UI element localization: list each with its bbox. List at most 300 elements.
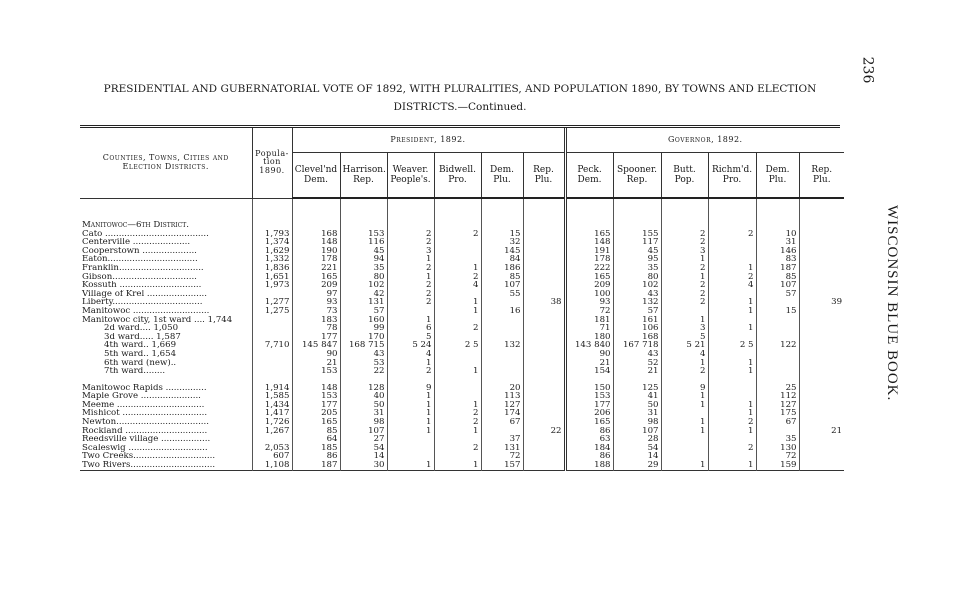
header-governor: Governor, 1892. — [565, 128, 844, 153]
row-name: Gibson............................... — [82, 272, 197, 282]
president-value — [523, 392, 565, 401]
governor-value: 1 — [661, 461, 708, 470]
spacer-cell — [523, 376, 565, 384]
president-value: 174 — [481, 409, 523, 418]
president-value — [387, 444, 434, 453]
ward-weaver: 1 — [387, 359, 434, 368]
header-president-col-3: Bidwell. Pro. — [434, 153, 481, 199]
row-name: Two Creeks.............................. — [82, 452, 216, 462]
governor-value: 14 — [613, 452, 661, 461]
president-value: 9 — [387, 384, 434, 393]
ward-rep-plu — [523, 333, 565, 342]
president-value: 221 — [292, 264, 340, 273]
governor-value: 1 — [661, 273, 708, 282]
president-value: 64 — [292, 435, 340, 444]
president-value: 1 — [434, 307, 481, 316]
ward-weaver: 1 — [387, 316, 434, 325]
governor-value: 153 — [565, 392, 613, 401]
governor-value: 1 — [708, 409, 756, 418]
governor-value: 130 — [756, 444, 799, 453]
governor-value: 146 — [756, 247, 799, 256]
governor-value: 102 — [613, 281, 661, 290]
row-population: 1,836 — [252, 264, 292, 273]
governor-value: 45 — [613, 247, 661, 256]
row-population: 1,374 — [252, 238, 292, 247]
governor-value: 1 — [708, 401, 756, 410]
ward-richmond: 1 — [708, 359, 756, 368]
governor-value — [708, 384, 756, 393]
ward-gov-rep-plu — [799, 316, 844, 325]
ward-label: 4th ward.. 1,669 — [104, 341, 177, 350]
empty-cell — [387, 221, 434, 230]
running-header: WISCONSIN BLUE BOOK. — [884, 205, 900, 402]
president-value: 2 — [387, 298, 434, 307]
empty-cell — [661, 221, 708, 230]
ward-butt: 2 — [661, 367, 708, 376]
governor-value — [799, 444, 844, 453]
president-value: 38 — [523, 298, 565, 307]
governor-value — [799, 255, 844, 264]
governor-value: 2 — [708, 418, 756, 427]
row-name: Meeme ................................ — [82, 400, 205, 410]
header-governor-col-5: Rep. Plu. — [799, 153, 844, 199]
ward-gov-rep-plu — [799, 350, 844, 359]
ward-rep-plu — [523, 324, 565, 333]
spacer-cell — [708, 376, 756, 384]
ward-spooner: 52 — [613, 359, 661, 368]
governor-value: 63 — [565, 435, 613, 444]
president-value — [481, 427, 523, 436]
table-row — [80, 290, 844, 299]
president-value — [523, 247, 565, 256]
spacer-cell — [756, 198, 799, 221]
president-value: 16 — [481, 307, 523, 316]
governor-value — [799, 461, 844, 470]
president-value: 116 — [340, 238, 387, 247]
president-value: 2 — [387, 238, 434, 247]
header-name: Counties, Towns, Cities and Election Districts. — [80, 128, 252, 198]
president-value: 1 — [387, 427, 434, 436]
president-value: 145 — [481, 247, 523, 256]
ward-label: 6th ward (new).. — [104, 358, 177, 368]
governor-value: 112 — [756, 392, 799, 401]
table-row — [80, 307, 844, 316]
table-row — [80, 444, 844, 453]
governor-value: 1 — [708, 307, 756, 316]
empty-cell — [613, 221, 661, 230]
governor-value: 2 — [708, 444, 756, 453]
president-value: 205 — [292, 409, 340, 418]
row-population: 1,585 — [252, 392, 292, 401]
city-population-total — [252, 359, 292, 368]
governor-value: 41 — [613, 392, 661, 401]
ward-peck: 71 — [565, 324, 613, 333]
ward-bidwell — [434, 316, 481, 325]
row-population: 1,629 — [252, 247, 292, 256]
president-value: 2 — [387, 290, 434, 299]
row-population: 1,651 — [252, 273, 292, 282]
president-value — [523, 401, 565, 410]
header-governor-col-2: Butt. Pop. — [661, 153, 708, 199]
governor-value: 10 — [756, 230, 799, 239]
governor-value: 2 — [661, 290, 708, 299]
governor-value — [799, 238, 844, 247]
title-line-2: DISTRICTS.—Continued. — [393, 101, 527, 113]
governor-value — [756, 427, 799, 436]
president-value: 15 — [481, 230, 523, 239]
table-row — [80, 392, 844, 401]
president-value: 165 — [292, 273, 340, 282]
governor-value — [661, 452, 708, 461]
table-row — [80, 255, 844, 264]
president-value: 153 — [340, 230, 387, 239]
row-name: Franklin............................... — [82, 263, 204, 273]
ward-label: 5th ward.. 1,654 — [104, 349, 177, 359]
ward-peck: 143 840 — [565, 341, 613, 350]
ward-row — [80, 341, 844, 350]
row-name: Liberty................................. — [82, 298, 203, 307]
spacer-cell — [661, 376, 708, 384]
spacer-cell — [661, 198, 708, 221]
president-value — [434, 435, 481, 444]
president-value — [523, 264, 565, 273]
empty-cell — [799, 221, 844, 230]
ward-harrison: 160 — [340, 316, 387, 325]
governor-value — [708, 392, 756, 401]
president-value: 1 — [387, 255, 434, 264]
president-value — [434, 384, 481, 393]
president-value: 107 — [481, 281, 523, 290]
president-value — [523, 238, 565, 247]
ward-peck: 181 — [565, 316, 613, 325]
governor-value: 2 — [661, 281, 708, 290]
ward-dem-plu — [481, 359, 523, 368]
ward-dem-plu — [481, 350, 523, 359]
row-name: Reedsville village .................. — [82, 435, 211, 444]
spacer-cell — [799, 376, 844, 384]
ward-rep-plu — [523, 316, 565, 325]
spacer-row — [80, 198, 844, 221]
president-value: 1 — [434, 401, 481, 410]
governor-value: 67 — [756, 418, 799, 427]
ward-rep-plu — [523, 350, 565, 359]
ward-cleveland: 153 — [292, 367, 340, 376]
governor-value: 31 — [613, 409, 661, 418]
row-population: 2,053 — [252, 444, 292, 453]
president-value: 80 — [340, 273, 387, 282]
governor-value — [799, 418, 844, 427]
ward-gov-dem-plu — [756, 316, 799, 325]
ward-row — [80, 333, 844, 342]
table-row — [80, 427, 844, 436]
spacer-cell — [292, 376, 340, 384]
ward-weaver: 2 — [387, 367, 434, 376]
ward-butt: 5 — [661, 333, 708, 342]
president-value: 209 — [292, 281, 340, 290]
table-title — [80, 80, 840, 116]
spacer-cell — [565, 376, 613, 384]
governor-value — [799, 435, 844, 444]
president-value: 113 — [481, 392, 523, 401]
governor-value: 1 — [708, 427, 756, 436]
governor-value: 107 — [613, 427, 661, 436]
empty-cell — [523, 221, 565, 230]
president-value: 2 — [434, 444, 481, 453]
governor-value: 125 — [613, 384, 661, 393]
header-president-col-0: Clevel'nd Dem. — [292, 153, 340, 199]
header-president-col-2: Weaver. People's. — [387, 153, 434, 199]
city-population-total — [252, 333, 292, 342]
governor-value: 86 — [565, 452, 613, 461]
ward-harrison: 168 715 — [340, 341, 387, 350]
district-heading: Manitowoc—6th District. — [82, 221, 189, 230]
row-name: Mishicot ............................... — [82, 409, 208, 419]
president-value: 165 — [292, 418, 340, 427]
ward-label: 2d ward.... 1,050 — [104, 324, 179, 333]
header-president-col-5: Rep. Plu. — [523, 153, 565, 199]
president-value: 37 — [481, 435, 523, 444]
governor-value: 57 — [613, 307, 661, 316]
ward-gov-rep-plu — [799, 333, 844, 342]
governor-value: 43 — [613, 290, 661, 299]
spacer-cell — [434, 198, 481, 221]
row-population: 1,417 — [252, 409, 292, 418]
president-value — [481, 298, 523, 307]
ward-richmond: 1 — [708, 324, 756, 333]
president-value — [523, 255, 565, 264]
governor-value: 150 — [565, 384, 613, 393]
president-value: 84 — [481, 255, 523, 264]
governor-value: 98 — [613, 418, 661, 427]
header-president-col-4: Dem. Plu. — [481, 153, 523, 199]
governor-value: 2 — [708, 273, 756, 282]
president-value: 3 — [387, 247, 434, 256]
president-value: 31 — [340, 409, 387, 418]
ward-label: 7th ward........ — [104, 367, 166, 376]
spacer-cell — [799, 198, 844, 221]
governor-value: 85 — [756, 273, 799, 282]
city-population-total — [252, 324, 292, 333]
governor-value: 159 — [756, 461, 799, 470]
president-value: 153 — [292, 392, 340, 401]
ward-dem-plu — [481, 324, 523, 333]
row-population: 1,332 — [252, 255, 292, 264]
ward-harrison: 53 — [340, 359, 387, 368]
ward-weaver: 5 24 — [387, 341, 434, 350]
title-line-1: PRESIDENTIAL AND GUBERNATORIAL VOTE OF 1892, WITH PLURALITIES, AND POPULATION 1890, BY TOWNS AND ELECTION — [103, 83, 817, 95]
president-value — [523, 290, 565, 299]
row-name: Eaton................................. — [82, 255, 198, 264]
ward-gov-rep-plu — [799, 324, 844, 333]
ward-harrison: 22 — [340, 367, 387, 376]
president-value — [434, 238, 481, 247]
president-value: 1 — [387, 392, 434, 401]
governor-value — [799, 409, 844, 418]
row-population: 1,914 — [252, 384, 292, 393]
city-population-total — [252, 316, 292, 325]
row-name: Two Rivers............................... — [82, 461, 216, 471]
governor-value: 107 — [756, 281, 799, 290]
ward-peck: 90 — [565, 350, 613, 359]
president-value: 1 — [434, 461, 481, 470]
president-value — [523, 435, 565, 444]
row-population: 1,973 — [252, 281, 292, 290]
governor-value: 39 — [799, 298, 844, 307]
president-value: 187 — [292, 461, 340, 470]
governor-value — [756, 298, 799, 307]
ward-bidwell: 2 — [434, 324, 481, 333]
governor-value — [799, 247, 844, 256]
spacer-cell — [292, 198, 340, 221]
governor-value — [799, 401, 844, 410]
spacer-cell — [523, 198, 565, 221]
header-governor-col-4: Dem. Plu. — [756, 153, 799, 199]
ward-cleveland: 145 847 — [292, 341, 340, 350]
president-value: 128 — [340, 384, 387, 393]
president-value: 2 — [387, 281, 434, 290]
table-row — [80, 247, 844, 256]
governor-value: 35 — [613, 264, 661, 273]
ward-spooner: 161 — [613, 316, 661, 325]
governor-value: 2 — [661, 298, 708, 307]
governor-value: 72 — [565, 307, 613, 316]
ward-rep-plu — [523, 359, 565, 368]
governor-value: 209 — [565, 281, 613, 290]
city-population-total — [252, 367, 292, 376]
governor-value — [799, 281, 844, 290]
ward-row — [80, 316, 844, 325]
ward-cleveland: 21 — [292, 359, 340, 368]
president-value: 168 — [292, 230, 340, 239]
governor-value — [708, 255, 756, 264]
ward-dem-plu — [481, 367, 523, 376]
row-name: Rockland .............................. — [82, 426, 208, 436]
empty-cell — [481, 221, 523, 230]
ward-gov-dem-plu — [756, 350, 799, 359]
row-name: Cooperstown .................... — [82, 246, 197, 256]
row-name: Scaleswig ............................. — [82, 443, 208, 453]
president-value: 45 — [340, 247, 387, 256]
governor-value: 57 — [756, 290, 799, 299]
governor-value: 1 — [661, 418, 708, 427]
ward-bidwell — [434, 350, 481, 359]
ward-weaver: 6 — [387, 324, 434, 333]
governor-value — [708, 435, 756, 444]
ward-gov-rep-plu — [799, 359, 844, 368]
header-population: Popula- tion 1890. — [252, 128, 292, 198]
ward-harrison: 99 — [340, 324, 387, 333]
president-value: 157 — [481, 461, 523, 470]
header-president-col-1: Harrison. Rep. — [340, 153, 387, 199]
governor-value: 184 — [565, 444, 613, 453]
governor-value: 1 — [661, 427, 708, 436]
table-row — [80, 384, 844, 393]
governor-value: 222 — [565, 264, 613, 273]
governor-value: 191 — [565, 247, 613, 256]
spacer-cell — [340, 198, 387, 221]
empty-cell — [434, 221, 481, 230]
president-value: 67 — [481, 418, 523, 427]
ward-gov-dem-plu: 122 — [756, 341, 799, 350]
ward-richmond — [708, 350, 756, 359]
president-value: 94 — [340, 255, 387, 264]
president-value: 131 — [481, 444, 523, 453]
governor-value: 165 — [565, 273, 613, 282]
governor-value — [799, 384, 844, 393]
bottom-rule — [80, 470, 844, 473]
president-value: 40 — [340, 392, 387, 401]
president-value: 1 — [387, 409, 434, 418]
governor-value — [708, 247, 756, 256]
president-value: 72 — [481, 452, 523, 461]
table-row — [80, 298, 844, 307]
ward-label: 3d ward..... 1,587 — [104, 332, 181, 342]
table-row — [80, 409, 844, 418]
governor-value: 165 — [565, 418, 613, 427]
governor-value: 1 — [708, 264, 756, 273]
governor-value — [799, 264, 844, 273]
president-value — [523, 281, 565, 290]
president-value: 107 — [340, 427, 387, 436]
president-value: 20 — [481, 384, 523, 393]
president-value: 30 — [340, 461, 387, 470]
president-value — [523, 444, 565, 453]
city-population-total: 7,710 — [252, 341, 292, 350]
spacer-cell — [481, 376, 523, 384]
empty-cell — [756, 221, 799, 230]
ward-richmond: 2 5 — [708, 341, 756, 350]
president-value: 85 — [481, 273, 523, 282]
governor-value: 9 — [661, 384, 708, 393]
row-name: Cato ...................................... — [82, 229, 209, 239]
governor-value: 206 — [565, 409, 613, 418]
page-number: 236 — [859, 56, 876, 84]
president-value: 57 — [340, 307, 387, 316]
empty-cell — [252, 221, 292, 230]
governor-value: 148 — [565, 238, 613, 247]
row-population: 1,108 — [252, 461, 292, 470]
ward-cleveland: 90 — [292, 350, 340, 359]
governor-value: 29 — [613, 461, 661, 470]
table-row — [80, 281, 844, 290]
table-row — [80, 238, 844, 247]
president-value: 178 — [292, 255, 340, 264]
president-value: 1 — [387, 401, 434, 410]
empty-cell — [292, 221, 340, 230]
spacer-cell — [387, 376, 434, 384]
governor-value — [799, 273, 844, 282]
president-value: 85 — [292, 427, 340, 436]
ward-gov-rep-plu — [799, 367, 844, 376]
governor-value: 1 — [708, 461, 756, 470]
spacer-cell — [613, 198, 661, 221]
president-value — [523, 230, 565, 239]
governor-value: 2 — [661, 230, 708, 239]
ward-weaver: 4 — [387, 350, 434, 359]
ward-gov-dem-plu — [756, 324, 799, 333]
ward-bidwell: 1 — [434, 367, 481, 376]
ward-weaver: 5 — [387, 333, 434, 342]
ward-dem-plu — [481, 316, 523, 325]
row-name: Newton.................................. — [82, 418, 210, 427]
president-value: 1 — [434, 298, 481, 307]
ward-spooner: 168 — [613, 333, 661, 342]
row-name: Kossuth .............................. — [82, 281, 202, 290]
ward-bidwell — [434, 359, 481, 368]
governor-value: 95 — [613, 255, 661, 264]
president-value: 1 — [387, 273, 434, 282]
ward-bidwell: 2 5 — [434, 341, 481, 350]
